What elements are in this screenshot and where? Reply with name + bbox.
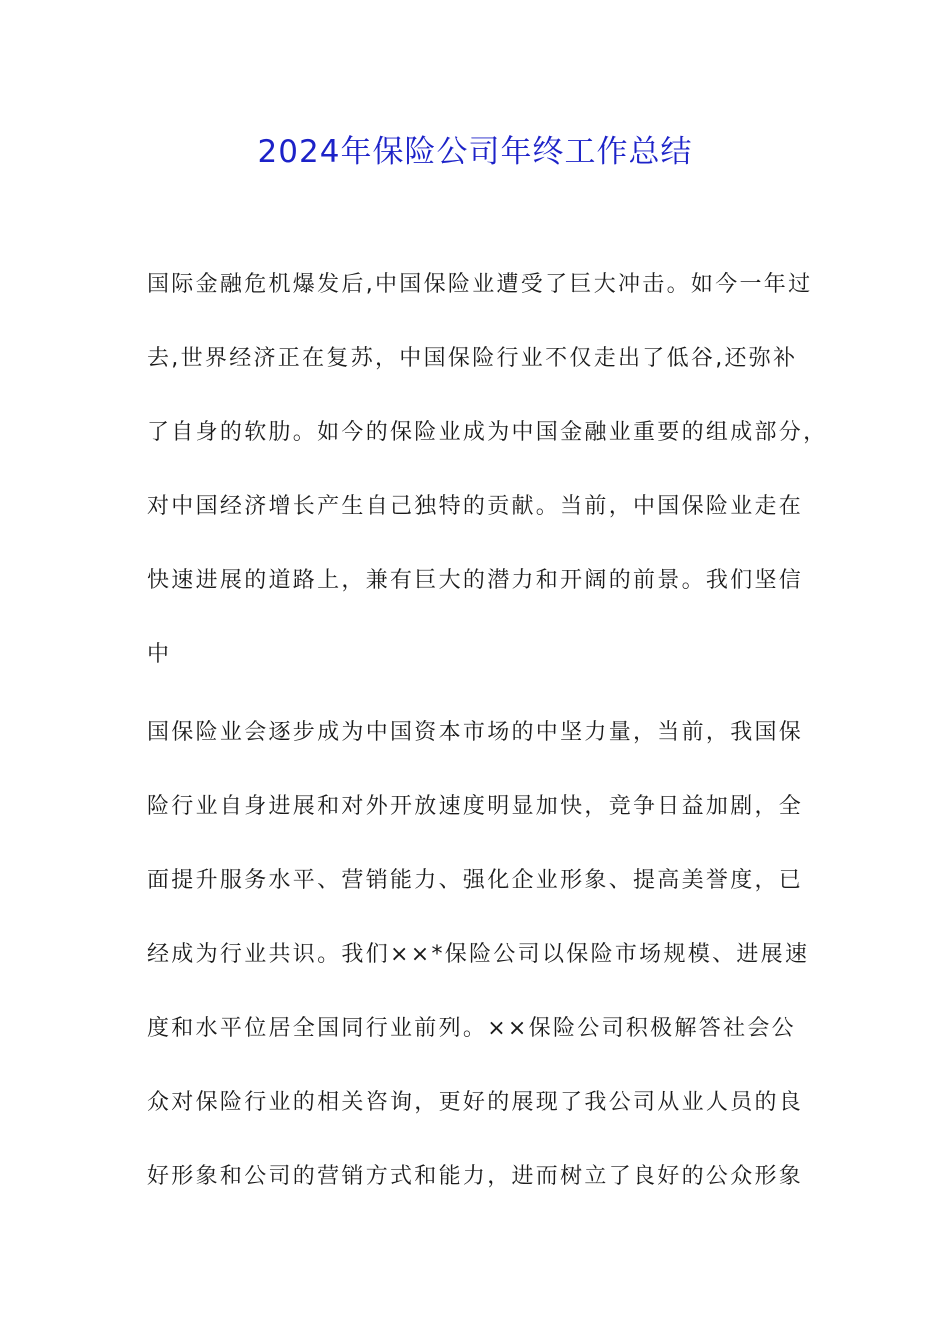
body-line-9: 面提升服务水平、营销能力、强化企业形象、提高美誉度，已: [147, 868, 804, 893]
body-line-13: 好形象和公司的营销方式和能力，进而树立了良好的公众形象: [147, 1164, 804, 1189]
body-line-1: 国际金融危机爆发后,中国保险业遭受了巨大冲击。如今一年过: [147, 272, 813, 297]
body-line-5: 快速进展的道路上，兼有巨大的潜力和开阔的前景。我们坚信: [147, 568, 804, 593]
body-line-12: 众对保险行业的相关咨询，更好的展现了我公司从业人员的良: [147, 1090, 804, 1115]
body-line-3: 了自身的软肋。如今的保险业成为中国金融业重要的组成部分，: [147, 420, 828, 445]
body-line-4: 对中国经济增长产生自己独特的贡献。当前，中国保险业走在: [147, 494, 804, 519]
document-title: 2024年保险公司年终工作总结: [257, 134, 693, 170]
body-line-7: 国保险业会逐步成为中国资本市场的中坚力量，当前，我国保: [147, 720, 804, 745]
body-line-10: 经成为行业共识。我们××*保险公司以保险市场规模、进展速: [147, 942, 810, 967]
body-line-8: 险行业自身进展和对外开放速度明显加快，竞争日益加剧，全: [147, 794, 804, 819]
body-line-6: 中: [147, 642, 172, 667]
body-line-11: 度和水平位居全国同行业前列。××保险公司积极解答社会公: [147, 1016, 796, 1041]
body-line-2: 去,世界经济正在复苏，中国保险行业不仅走出了低谷,还弥补: [147, 346, 798, 371]
